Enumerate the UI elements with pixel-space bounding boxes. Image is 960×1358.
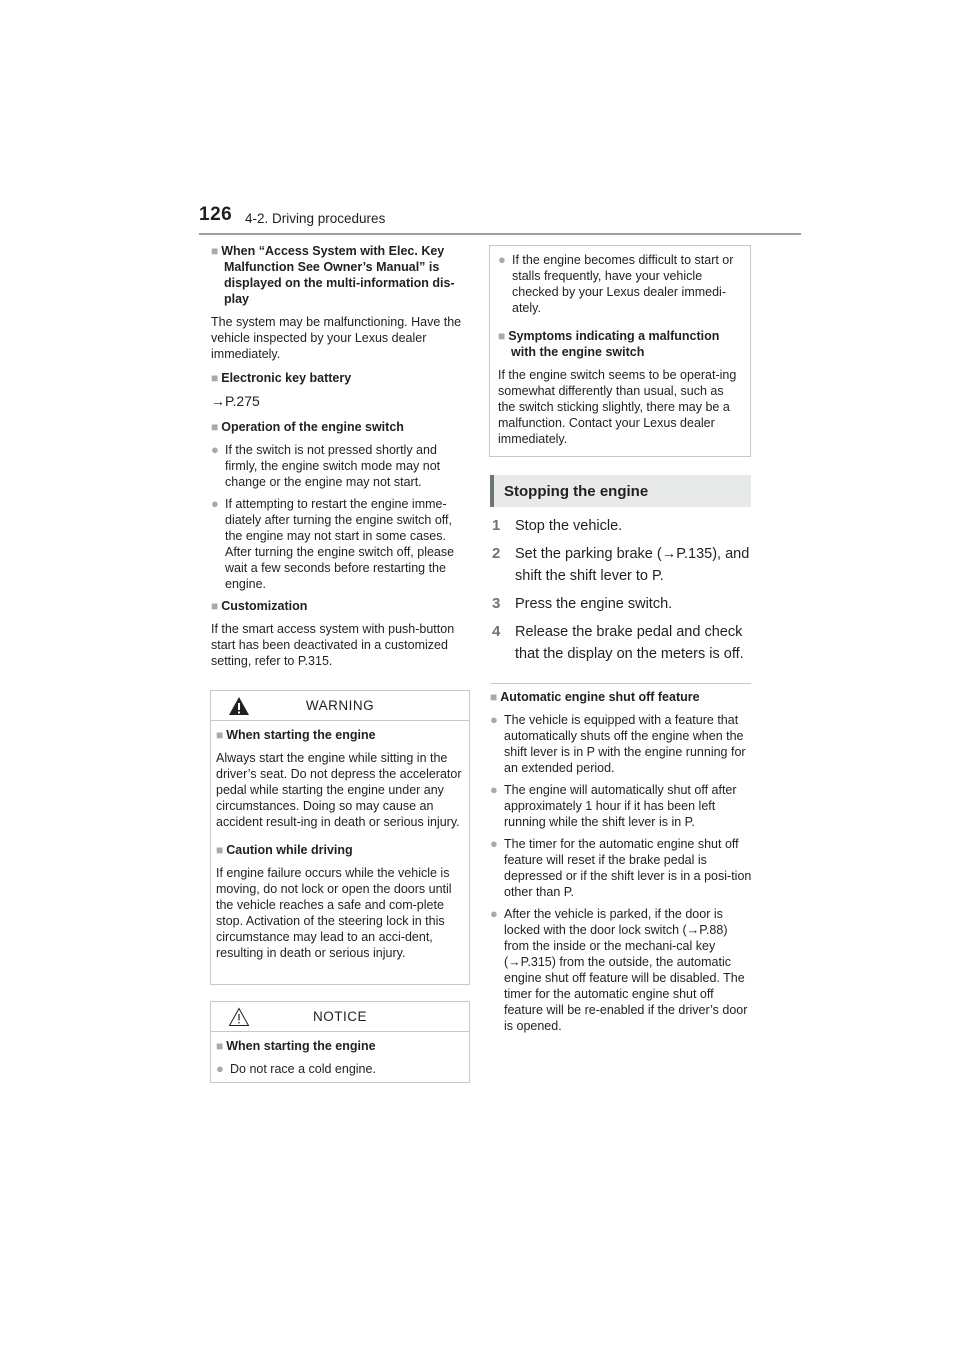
warning-header <box>211 691 469 721</box>
step-item: 3 Press the engine switch. <box>492 595 673 612</box>
notice-header <box>211 1002 469 1032</box>
page-number: 126 <box>199 204 233 225</box>
auto-heading: ■ Automatic engine shut off feature <box>490 690 700 704</box>
square-marker-icon: ■ <box>490 690 498 704</box>
access-text: The system may be malfunctioning. Have the vehicle inspected by your Lexus dealer immediately. <box>211 315 462 361</box>
square-marker-icon: ■ <box>216 1039 224 1053</box>
warning-heading-2: ■ Caution while driving <box>216 843 353 857</box>
bullet-icon: ● <box>211 442 219 457</box>
info-text: If the engine switch seems to be operat-ing somewhat differently than usual, such as the switch sticking slightly, there may be a malfunction. Contact your Lexus dealer immediately. <box>498 368 737 446</box>
notice-title: NOTICE <box>312 1009 367 1024</box>
notice-bullet: ● Do not race a cold engine. <box>216 1061 376 1076</box>
left-column <box>211 243 469 677</box>
warning-heading-1: ■ When starting the engine <box>216 728 376 742</box>
warning-icon <box>228 696 250 719</box>
notice-box <box>210 1001 470 1083</box>
header-divider <box>199 233 801 235</box>
square-marker-icon: ■ <box>216 843 224 857</box>
info-heading: ■ Symptoms indicating a malfunction with the engine switch <box>498 329 720 359</box>
custom-text: If the smart access system with push-button start has been deactivated in a customized setting, refer to P.315. <box>211 622 455 668</box>
info-bullet: ● If the engine becomes difficult to start or stalls frequently, have your vehicle checked by your Lexus dealer immedi-ately. <box>498 252 734 315</box>
square-marker-icon: ■ <box>211 599 219 613</box>
bullet-icon: ● <box>216 1061 224 1076</box>
warning-box <box>210 690 470 985</box>
auto-bullet-2: ● The engine will automatically shut off after approximately 1 hour if it has been left running while the shift lever is in P. <box>490 782 737 829</box>
step-item: 1 Stop the vehicle. <box>492 517 623 534</box>
step-item: 4 Release the brake pedal and check that the display on the meters is off. <box>492 623 744 662</box>
warning-text-1: Always start the engine while sitting in the driver’s seat. Do not depress the accelerator pedal while starting the engine under any circumstances. Doing so may cause an accident result-ing in death or serious injury. <box>216 751 462 829</box>
auto-bullet-4: ● After the vehicle is parked, if the door is locked with the door lock switch (→P.88) from the inside or the mechani-cal key (→P.315) from the outside, the automatic engine shut off feature will be disabled. The timer for the automatic engine shut off feature will be re-enabled if the driver’s door is opened. <box>490 906 748 1033</box>
stopping-steps <box>492 515 754 671</box>
warning-title: WARNING <box>305 698 375 713</box>
bullet-icon: ● <box>490 712 498 727</box>
auto-bullet-3: ● The timer for the automatic engine shut off feature will reset if the brake pedal is depressed or if the shift lever is in a posi-tion other than P. <box>490 836 752 899</box>
square-marker-icon: ■ <box>211 371 219 385</box>
square-marker-icon: ■ <box>211 244 219 258</box>
section-title: 4-2. Driving procedures <box>245 211 386 226</box>
square-marker-icon: ■ <box>211 420 219 434</box>
battery-heading: ■ Electronic key battery <box>211 371 352 385</box>
custom-heading: ■ Customization <box>211 599 308 613</box>
bullet-icon: ● <box>498 252 506 267</box>
auto-divider <box>490 683 751 684</box>
operation-bullet-1: ● If the switch is not pressed shortly and firmly, the engine switch mode may not change or the engine may not start. <box>211 442 441 489</box>
access-heading: ■ When “Access System with Elec. Key Malfunction See Owner’s Manual” is displayed on the multi-information dis-play <box>211 244 455 306</box>
bullet-icon: ● <box>490 906 498 921</box>
info-box <box>489 245 751 457</box>
square-marker-icon: ■ <box>498 329 506 343</box>
notice-icon <box>228 1007 250 1030</box>
warning-text-2: If engine failure occurs while the vehicle is moving, do not lock or open the doors until the vehicle reaches a safe and com-plete stop. Activation of the steering lock in this circumstance may lead to an acci-dent, resulting in death or serious injury. <box>216 866 452 960</box>
square-marker-icon: ■ <box>216 728 224 742</box>
bullet-icon: ● <box>490 836 498 851</box>
battery-ref-link[interactable]: →P.275 <box>211 393 260 409</box>
stopping-section-title: Stopping the engine <box>490 475 751 507</box>
auto-shutoff-section <box>490 689 752 1040</box>
auto-bullet-1: ● The vehicle is equipped with a feature that automatically shuts off the engine when the shift lever is in P with the engine running for an extended period. <box>490 712 746 775</box>
bullet-icon: ● <box>211 496 219 511</box>
notice-heading: ■ When starting the engine <box>216 1039 376 1053</box>
operation-bullet-2: ● If attempting to restart the engine imme-diately after turning the engine switch off, the engine may not start in some cases. After turning the engine switch off, please wait a few seconds before restarting the engine. <box>211 496 455 591</box>
bullet-icon: ● <box>490 782 498 797</box>
operation-heading: ■ Operation of the engine switch <box>211 420 404 434</box>
step-item: 2 Set the parking brake (→P.135), and shift the shift lever to P. <box>492 545 750 584</box>
